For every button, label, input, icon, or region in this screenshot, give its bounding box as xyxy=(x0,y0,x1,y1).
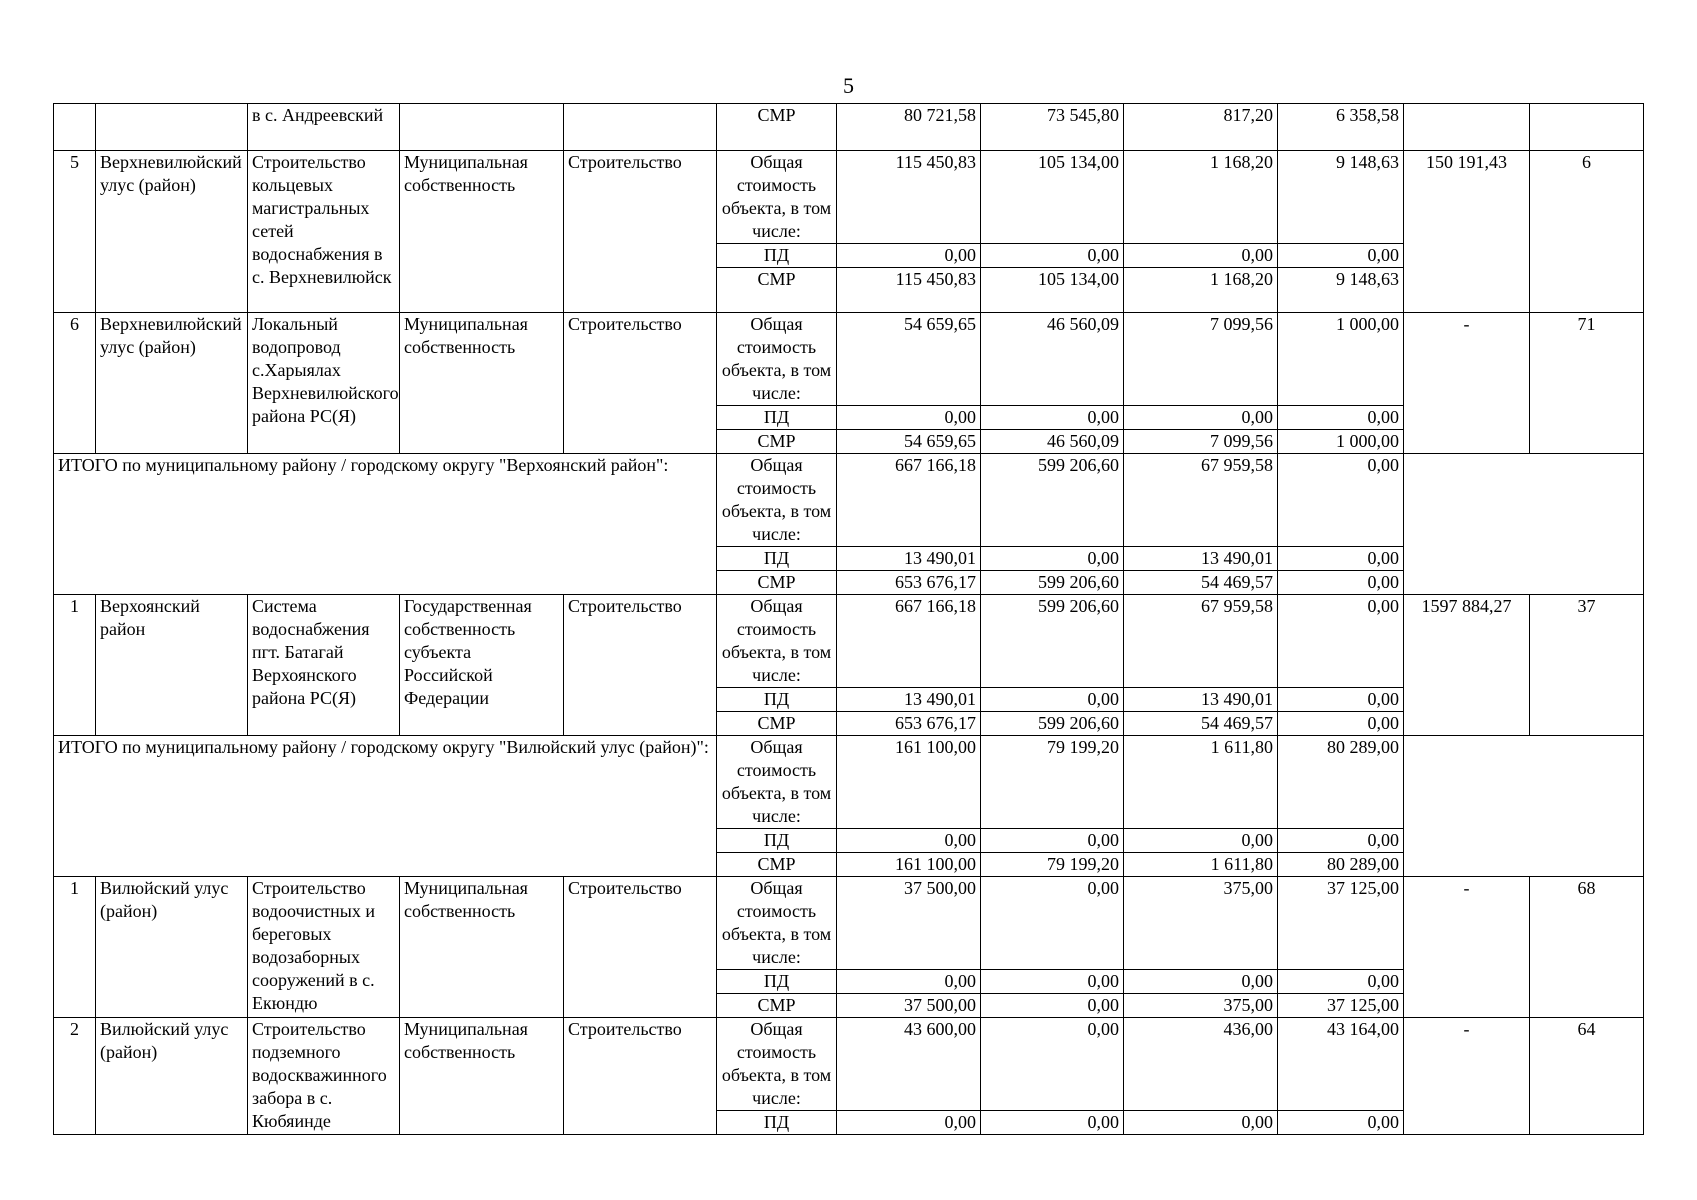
cost-type-label: СМР xyxy=(717,571,837,595)
value-cell: 67 959,58 xyxy=(1124,595,1278,688)
cell-empty xyxy=(54,104,96,151)
total-cost-cell: 150 191,43 xyxy=(1404,151,1530,313)
value-cell: 54 469,57 xyxy=(1124,712,1278,736)
value-cell: 375,00 xyxy=(1124,994,1278,1018)
object-row xyxy=(54,151,1644,244)
value-cell: 0,00 xyxy=(1124,970,1278,994)
value-cell: 0,00 xyxy=(1278,970,1404,994)
value-cell: 54 659,65 xyxy=(837,313,981,406)
value-cell: 0,00 xyxy=(981,547,1124,571)
value-cell: 0,00 xyxy=(1278,244,1404,268)
value-cell: 1 000,00 xyxy=(1278,313,1404,406)
value-cell: 13 490,01 xyxy=(1124,688,1278,712)
value-cell: 0,00 xyxy=(1278,406,1404,430)
value-cell: 0,00 xyxy=(981,406,1124,430)
value-cell: 73 545,80 xyxy=(981,104,1124,151)
ownership-cell: Муниципальная собственность xyxy=(400,877,564,1018)
object-name-cell: Система водоснабжения пгт. Батагай Верхоянского района РС(Я) xyxy=(248,595,400,736)
value-cell: 0,00 xyxy=(1278,454,1404,547)
cell-empty xyxy=(1404,454,1644,595)
value-cell: 653 676,17 xyxy=(837,571,981,595)
indicator-cell: 68 xyxy=(1530,877,1644,1018)
row-number: 5 xyxy=(54,151,96,313)
cost-type-label: Общая стоимость объекта, в том числе: xyxy=(717,877,837,970)
cell-empty xyxy=(564,104,717,151)
value-cell: 0,00 xyxy=(981,1018,1124,1111)
value-cell: 599 206,60 xyxy=(981,571,1124,595)
indicator-cell: 64 xyxy=(1530,1018,1644,1135)
value-cell: 13 490,01 xyxy=(837,688,981,712)
ownership-cell: Муниципальная собственность xyxy=(400,313,564,454)
value-cell: 653 676,17 xyxy=(837,712,981,736)
value-cell: 667 166,18 xyxy=(837,454,981,547)
value-cell: 80 289,00 xyxy=(1278,736,1404,829)
value-cell: 80 721,58 xyxy=(837,104,981,151)
value-cell: 599 206,60 xyxy=(981,595,1124,688)
value-cell: 817,20 xyxy=(1124,104,1278,151)
district-cell: Верхоянский район xyxy=(96,595,248,736)
district-cell: Вилюйский улус (район) xyxy=(96,1018,248,1135)
value-cell: 105 134,00 xyxy=(981,151,1124,244)
value-cell: 79 199,20 xyxy=(981,736,1124,829)
value-cell: 599 206,60 xyxy=(981,454,1124,547)
district-cell: Верхневилюйский улус (район) xyxy=(96,151,248,313)
value-cell: 46 560,09 xyxy=(981,313,1124,406)
total-cost-cell: - xyxy=(1404,877,1530,1018)
value-cell: 1 611,80 xyxy=(1124,736,1278,829)
value-cell: 0,00 xyxy=(981,994,1124,1018)
cost-type-label: Общая стоимость объекта, в том числе: xyxy=(717,454,837,547)
value-cell: 0,00 xyxy=(1124,406,1278,430)
cost-type-label: СМР xyxy=(717,712,837,736)
cost-type-label: Общая стоимость объекта, в том числе: xyxy=(717,313,837,406)
value-cell: 80 289,00 xyxy=(1278,853,1404,877)
value-cell: 9 148,63 xyxy=(1278,268,1404,313)
value-cell: 436,00 xyxy=(1124,1018,1278,1111)
object-name-cell: Локальный водопровод с.Харыялах Верхневилюйского района РС(Я) xyxy=(248,313,400,454)
value-cell: 1 611,80 xyxy=(1124,853,1278,877)
object-name-cell: Строительство подземного водоскважинного забора в с. Кюбяинде xyxy=(248,1018,400,1135)
district-cell: Вилюйский улус (район) xyxy=(96,877,248,1018)
value-cell: 0,00 xyxy=(981,244,1124,268)
value-cell: 0,00 xyxy=(981,688,1124,712)
summary-title: ИТОГО по муниципальному району / городскому округу "Вилюйский улус (район)": xyxy=(54,736,717,877)
cost-type-label: ПД xyxy=(717,547,837,571)
ownership-cell: Государственная собственность субъекта Российской Федерации xyxy=(400,595,564,736)
value-cell: 0,00 xyxy=(837,406,981,430)
value-cell: 43 600,00 xyxy=(837,1018,981,1111)
value-cell: 105 134,00 xyxy=(981,268,1124,313)
row-number: 1 xyxy=(54,595,96,736)
value-cell: 7 099,56 xyxy=(1124,430,1278,454)
ownership-cell: Муниципальная собственность xyxy=(400,1018,564,1135)
object-row xyxy=(54,877,1644,970)
value-cell: 79 199,20 xyxy=(981,853,1124,877)
work-type-cell: Строительство xyxy=(564,313,717,454)
value-cell: 13 490,01 xyxy=(1124,547,1278,571)
value-cell: 1 000,00 xyxy=(1278,430,1404,454)
ownership-cell: Муниципальная собственность xyxy=(400,151,564,313)
value-cell: 1 168,20 xyxy=(1124,268,1278,313)
cost-type-label: Общая стоимость объекта, в том числе: xyxy=(717,1018,837,1111)
cost-type-label: ПД xyxy=(717,970,837,994)
row-number: 1 xyxy=(54,877,96,1018)
indicator-cell: 37 xyxy=(1530,595,1644,736)
value-cell: 0,00 xyxy=(1124,244,1278,268)
cost-type-label: ПД xyxy=(717,244,837,268)
cost-type-label: Общая стоимость объекта, в том числе: xyxy=(717,595,837,688)
row-number: 6 xyxy=(54,313,96,454)
cost-type-label: ПД xyxy=(717,688,837,712)
value-cell: 667 166,18 xyxy=(837,595,981,688)
value-cell: 0,00 xyxy=(1278,829,1404,853)
work-type-cell: Строительство xyxy=(564,595,717,736)
value-cell: 115 450,83 xyxy=(837,268,981,313)
value-cell: 599 206,60 xyxy=(981,712,1124,736)
value-cell: 7 099,56 xyxy=(1124,313,1278,406)
value-cell: 6 358,58 xyxy=(1278,104,1404,151)
cost-type-label: Общая стоимость объекта, в том числе: xyxy=(717,151,837,244)
value-cell: 37 500,00 xyxy=(837,877,981,970)
value-cell: 37 500,00 xyxy=(837,994,981,1018)
value-cell: 0,00 xyxy=(981,877,1124,970)
cost-type-label: СМР xyxy=(717,104,837,151)
summary-row xyxy=(54,454,1644,547)
value-cell: 46 560,09 xyxy=(981,430,1124,454)
value-cell: 43 164,00 xyxy=(1278,1018,1404,1111)
cost-type-label: ПД xyxy=(717,406,837,430)
value-cell: 0,00 xyxy=(837,1111,981,1135)
summary-row xyxy=(54,736,1644,829)
row-number: 2 xyxy=(54,1018,96,1135)
cell-empty xyxy=(1404,736,1644,877)
value-cell: 0,00 xyxy=(981,829,1124,853)
total-cost-cell: - xyxy=(1404,1018,1530,1135)
value-cell: 0,00 xyxy=(1278,1111,1404,1135)
value-cell: 37 125,00 xyxy=(1278,877,1404,970)
value-cell: 0,00 xyxy=(837,970,981,994)
value-cell: 37 125,00 xyxy=(1278,994,1404,1018)
value-cell: 9 148,63 xyxy=(1278,151,1404,244)
page-number: 5 xyxy=(843,73,854,98)
cell-empty xyxy=(96,104,248,151)
cost-type-label: Общая стоимость объекта, в том числе: xyxy=(717,736,837,829)
value-cell: 0,00 xyxy=(837,829,981,853)
value-cell: 0,00 xyxy=(1124,1111,1278,1135)
value-cell: 1 168,20 xyxy=(1124,151,1278,244)
value-cell: 54 659,65 xyxy=(837,430,981,454)
object-name-cell: Строительство кольцевых магистральных сетей водоснабжения в с. Верхневилюйск xyxy=(248,151,400,313)
value-cell: 115 450,83 xyxy=(837,151,981,244)
value-cell: 67 959,58 xyxy=(1124,454,1278,547)
investment-table xyxy=(53,103,1643,1135)
continuation-row xyxy=(54,104,1644,151)
value-cell: 0,00 xyxy=(981,1111,1124,1135)
cost-type-label: СМР xyxy=(717,430,837,454)
value-cell: 0,00 xyxy=(1124,829,1278,853)
object-row xyxy=(54,313,1644,406)
value-cell: 161 100,00 xyxy=(837,853,981,877)
value-cell: 0,00 xyxy=(981,970,1124,994)
indicator-cell: 71 xyxy=(1530,313,1644,454)
object-row xyxy=(54,1018,1644,1111)
work-type-cell: Строительство xyxy=(564,151,717,313)
cost-type-label: ПД xyxy=(717,829,837,853)
value-cell: 54 469,57 xyxy=(1124,571,1278,595)
cell-empty xyxy=(1404,104,1530,151)
district-cell: Верхневилюйский улус (район) xyxy=(96,313,248,454)
value-cell: 0,00 xyxy=(1278,688,1404,712)
value-cell: 161 100,00 xyxy=(837,736,981,829)
work-type-cell: Строительство xyxy=(564,1018,717,1135)
indicator-cell: 6 xyxy=(1530,151,1644,313)
object-row xyxy=(54,595,1644,688)
total-cost-cell: 1597 884,27 xyxy=(1404,595,1530,736)
cost-type-label: СМР xyxy=(717,853,837,877)
value-cell: 0,00 xyxy=(837,244,981,268)
summary-title: ИТОГО по муниципальному району / городскому округу "Верхоянский район": xyxy=(54,454,717,595)
cell-empty xyxy=(1530,104,1644,151)
value-cell: 0,00 xyxy=(1278,571,1404,595)
work-type-cell: Строительство xyxy=(564,877,717,1018)
object-name-cell: в с. Андреевский xyxy=(248,104,400,151)
cost-type-label: СМР xyxy=(717,268,837,313)
value-cell: 0,00 xyxy=(1278,547,1404,571)
cost-type-label: ПД xyxy=(717,1111,837,1135)
value-cell: 0,00 xyxy=(1278,595,1404,688)
total-cost-cell: - xyxy=(1404,313,1530,454)
cost-type-label: СМР xyxy=(717,994,837,1018)
value-cell: 13 490,01 xyxy=(837,547,981,571)
value-cell: 0,00 xyxy=(1278,712,1404,736)
cell-empty xyxy=(400,104,564,151)
value-cell: 375,00 xyxy=(1124,877,1278,970)
object-name-cell: Строительство водоочистных и береговых водозаборных сооружений в с. Екюндю xyxy=(248,877,400,1018)
